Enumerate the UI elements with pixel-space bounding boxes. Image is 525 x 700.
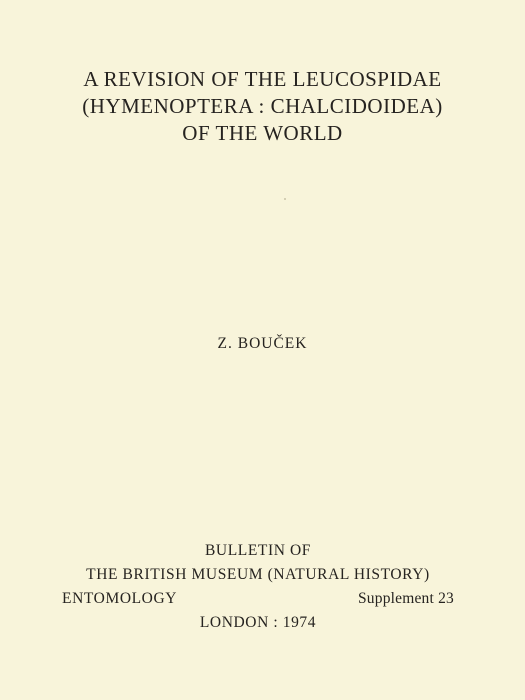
publication-info bbox=[62, 539, 454, 635]
museum-line: THE BRITISH MUSEUM (NATURAL HISTORY) bbox=[86, 566, 430, 583]
author-name: Z. BOUČEK bbox=[217, 335, 308, 352]
cover-title bbox=[0, 66, 525, 147]
title-line-3: OF THE WORLD bbox=[182, 121, 343, 145]
title-line-2: (HYMENOPTERA : CHALCIDOIDEA) bbox=[82, 94, 443, 118]
series-name: ENTOMOLOGY bbox=[62, 590, 178, 607]
series-row bbox=[62, 587, 454, 611]
bulletin-line: BULLETIN OF bbox=[204, 542, 312, 559]
title-line-1: A REVISION OF THE LEUCOSPIDAE bbox=[83, 67, 442, 91]
paper-speck bbox=[284, 198, 286, 200]
imprint-line: LONDON : 1974 bbox=[199, 614, 317, 631]
supplement-number: Supplement 23 bbox=[357, 590, 454, 607]
